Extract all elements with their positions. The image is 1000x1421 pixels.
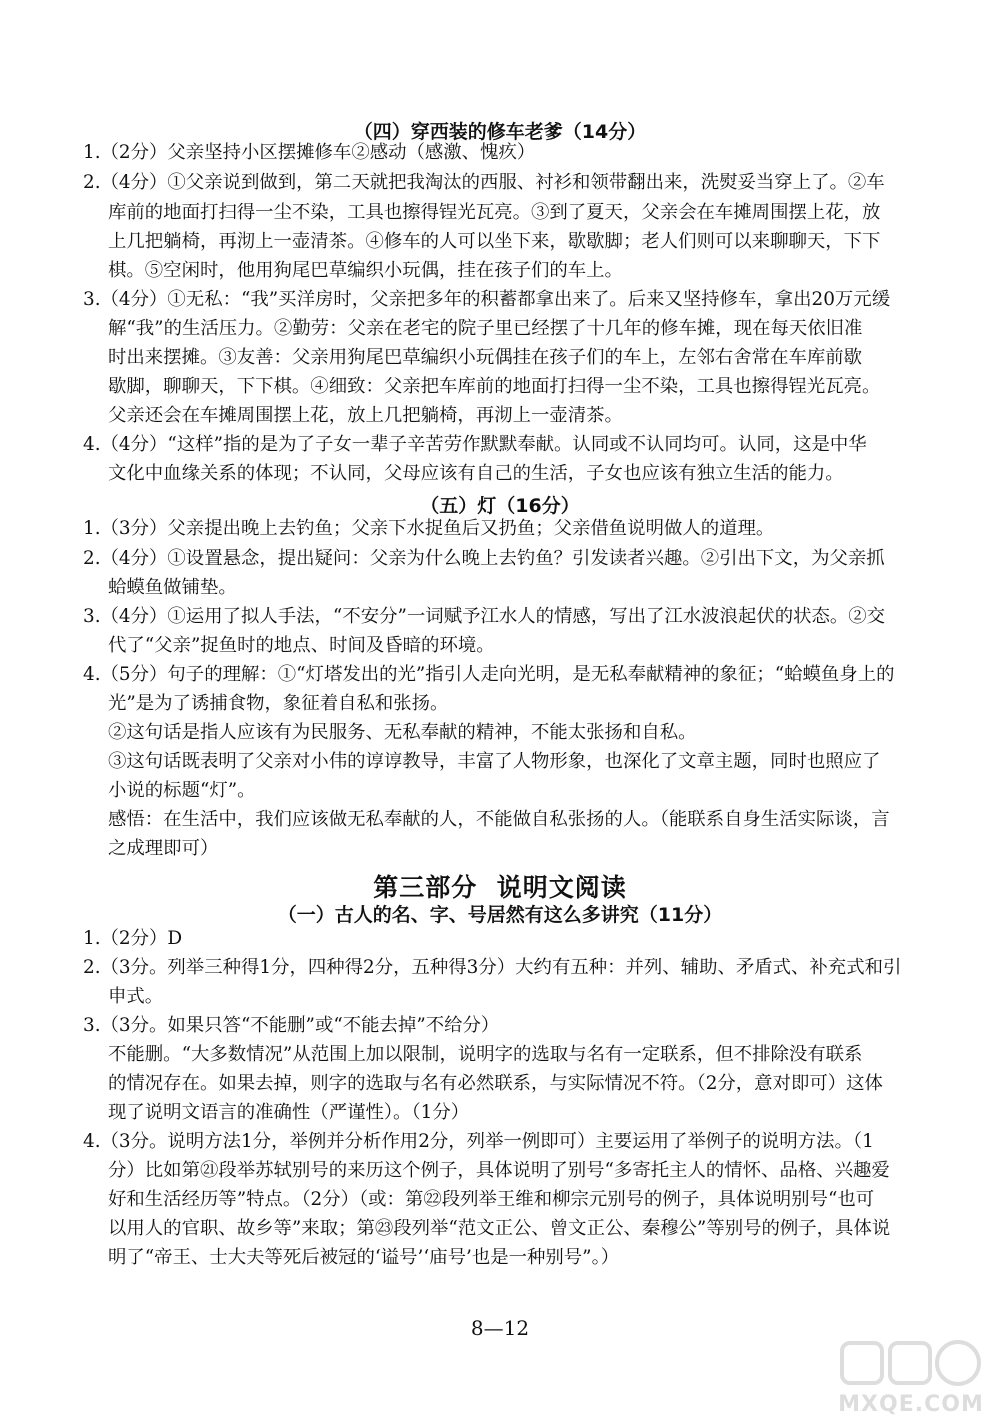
answer-line: 3.（4分）①运用了拟人手法，“不安分”一词赋予江水人的情感，写出了江水波浪起伏的状态。②交 — [83, 606, 886, 627]
answer-line: 库前的地面打扫得一尘不染，工具也擦得锃光瓦亮。③到了夏天，父亲会在车摊周围摆上花，放 — [108, 202, 881, 223]
answer-line: 1.（2分）D — [83, 928, 183, 949]
answer-line: 明了“帝王、士大夫等死后被冠的‘谥号’‘庙号’也是一种别号”。） — [108, 1247, 620, 1268]
answer-line: 1.（2分）父亲坚持小区摆摊修车②感动（感激、愧疚） — [83, 142, 536, 163]
answer-line: 时出来摆摊。③友善：父亲用狗尾巴草编织小玩偶挂在孩子们的车上，左邻右舍常在车库前歇 — [108, 347, 863, 368]
answer-line: 分）比如第㉑段举苏轼别号的来历这个例子，具体说明了别号“多寄托主人的情怀、品格、兴趣爱 — [108, 1160, 890, 1181]
answer-line: 2.（4分）①设置悬念，提出疑问：父亲为什么晚上去钓鱼？引发读者兴趣。②引出下文，为父亲抓 — [83, 548, 885, 569]
answer-line: 小说的标题“灯”。 — [108, 780, 256, 801]
answer-line: 2.（3分。列举三种得1分，四种得2分，五种得3分）大约有五种：并列、辅助、矛盾式、补充式和引 — [83, 957, 902, 978]
answer-line: 好和生活经历等”特点。（2分）（或：第㉒段列举王维和柳宗元别号的例子，具体说明别号“也可 — [108, 1189, 875, 1210]
answer-line: 现了说明文语言的准确性（严谨性）。（1分） — [108, 1102, 470, 1123]
answer-line: ③这句话既表明了父亲对小伟的谆谆教导，丰富了人物形象，也深化了文章主题，同时也照应了 — [108, 751, 881, 772]
answer-line: 4.（5分）句子的理解：①“灯塔发出的光”指引人走向光明，是无私奉献精神的象征；“蛤蟆鱼身上的 — [83, 664, 895, 685]
answer-line: 棋。⑤空闲时，他用狗尾巴草编织小玩偶，挂在孩子们的车上。 — [108, 260, 623, 281]
answer-line: 的情况存在。如果去掉，则字的选取与名有必然联系，与实际情况不符。（2分，意对即可）这体 — [108, 1073, 883, 1094]
answer-line: 之成理即可） — [108, 838, 219, 859]
answer-line: 4.（4分）“这样”指的是为了子女一辈子辛苦劳作默默奉献。认同或不认同均可。认同，这是中华 — [83, 434, 867, 455]
answer-line: ②这句话是指人应该有为民服务、无私奉献的精神，不能太张扬和自私。 — [108, 722, 697, 743]
answer-line: 父亲还会在车摊周围摆上花，放上几把躺椅，再沏上一壶清茶。 — [108, 405, 623, 426]
answer-line: 4.（3分。说明方法1分，举例并分析作用2分，列举一例即可）主要运用了举例子的说明方法。（1 — [83, 1131, 874, 1152]
watermark-badge-icon — [836, 1337, 986, 1393]
watermark-logo — [836, 1337, 986, 1417]
answer-line: 申式。 — [108, 986, 164, 1007]
answer-line: 歇脚，聊聊天，下下棋。④细致：父亲把车库前的地面打扫得一尘不染，工具也擦得锃光瓦亮。 — [108, 376, 881, 397]
answer-line: 解“我”的生活压力。②勤劳：父亲在老宅的院子里已经摆了十几年的修车摊，现在每天依旧准 — [108, 318, 863, 339]
answer-line: 不能删。“大多数情况”从范围上加以限制，说明字的选取与名有一定联系，但不排除没有联系 — [108, 1044, 863, 1065]
answer-line: 文化中血缘关系的体现；不认同，父母应该有自己的生活，子女也应该有独立生活的能力。 — [108, 463, 844, 484]
answer-line: 代了“父亲”捉鱼时的地点、时间及昏暗的环境。 — [108, 635, 495, 656]
section-5-title: （五）灯（16分） — [420, 495, 580, 517]
answer-line: 3.（3分。如果只答“不能删”或“不能去掉”不给分） — [83, 1015, 500, 1036]
answer-line: 蛤蟆鱼做铺垫。 — [108, 577, 237, 598]
answer-line: 上几把躺椅，再沏上一壶清茶。④修车的人可以坐下来，歇歇脚；老人们则可以来聊聊天，下下 — [108, 231, 881, 252]
answer-line: 1.（3分）父亲提出晚上去钓鱼；父亲下水捉鱼后又扔鱼；父亲借鱼说明做人的道理。 — [83, 518, 775, 539]
section-4-title: （四）穿西装的修车老爹（14分） — [353, 121, 647, 143]
answer-line: 光”是为了诱捕食物，象征着自私和张扬。 — [108, 693, 449, 714]
part-3-section-1-title: （一）古人的名、字、号居然有这么多讲究（11分） — [277, 904, 723, 926]
answer-line: 2.（4分）①父亲说到做到，第二天就把我淘汰的西服、衬衫和领带翻出来，洗熨妥当穿上了。②车 — [83, 172, 885, 193]
answer-line: 感悟：在生活中，我们应该做无私奉献的人，不能做自私张扬的人。（能联系自身生活实际谈，言 — [108, 809, 890, 830]
page-number: 8—12 — [470, 1316, 530, 1340]
watermark-text: MXQE.COM — [838, 1392, 984, 1417]
answer-line: 3.（4分）①无私：“我”买洋房时，父亲把多年的积蓄都拿出来了。后来又坚持修车，拿出20万元缓 — [83, 289, 891, 310]
answer-line: 以用人的官职、故乡等”来取；第㉓段列举“范文正公、曾文正公、秦穆公”等别号的例子，具体说 — [108, 1218, 891, 1239]
part-3-title: 第三部分 说明文阅读 — [373, 873, 627, 902]
